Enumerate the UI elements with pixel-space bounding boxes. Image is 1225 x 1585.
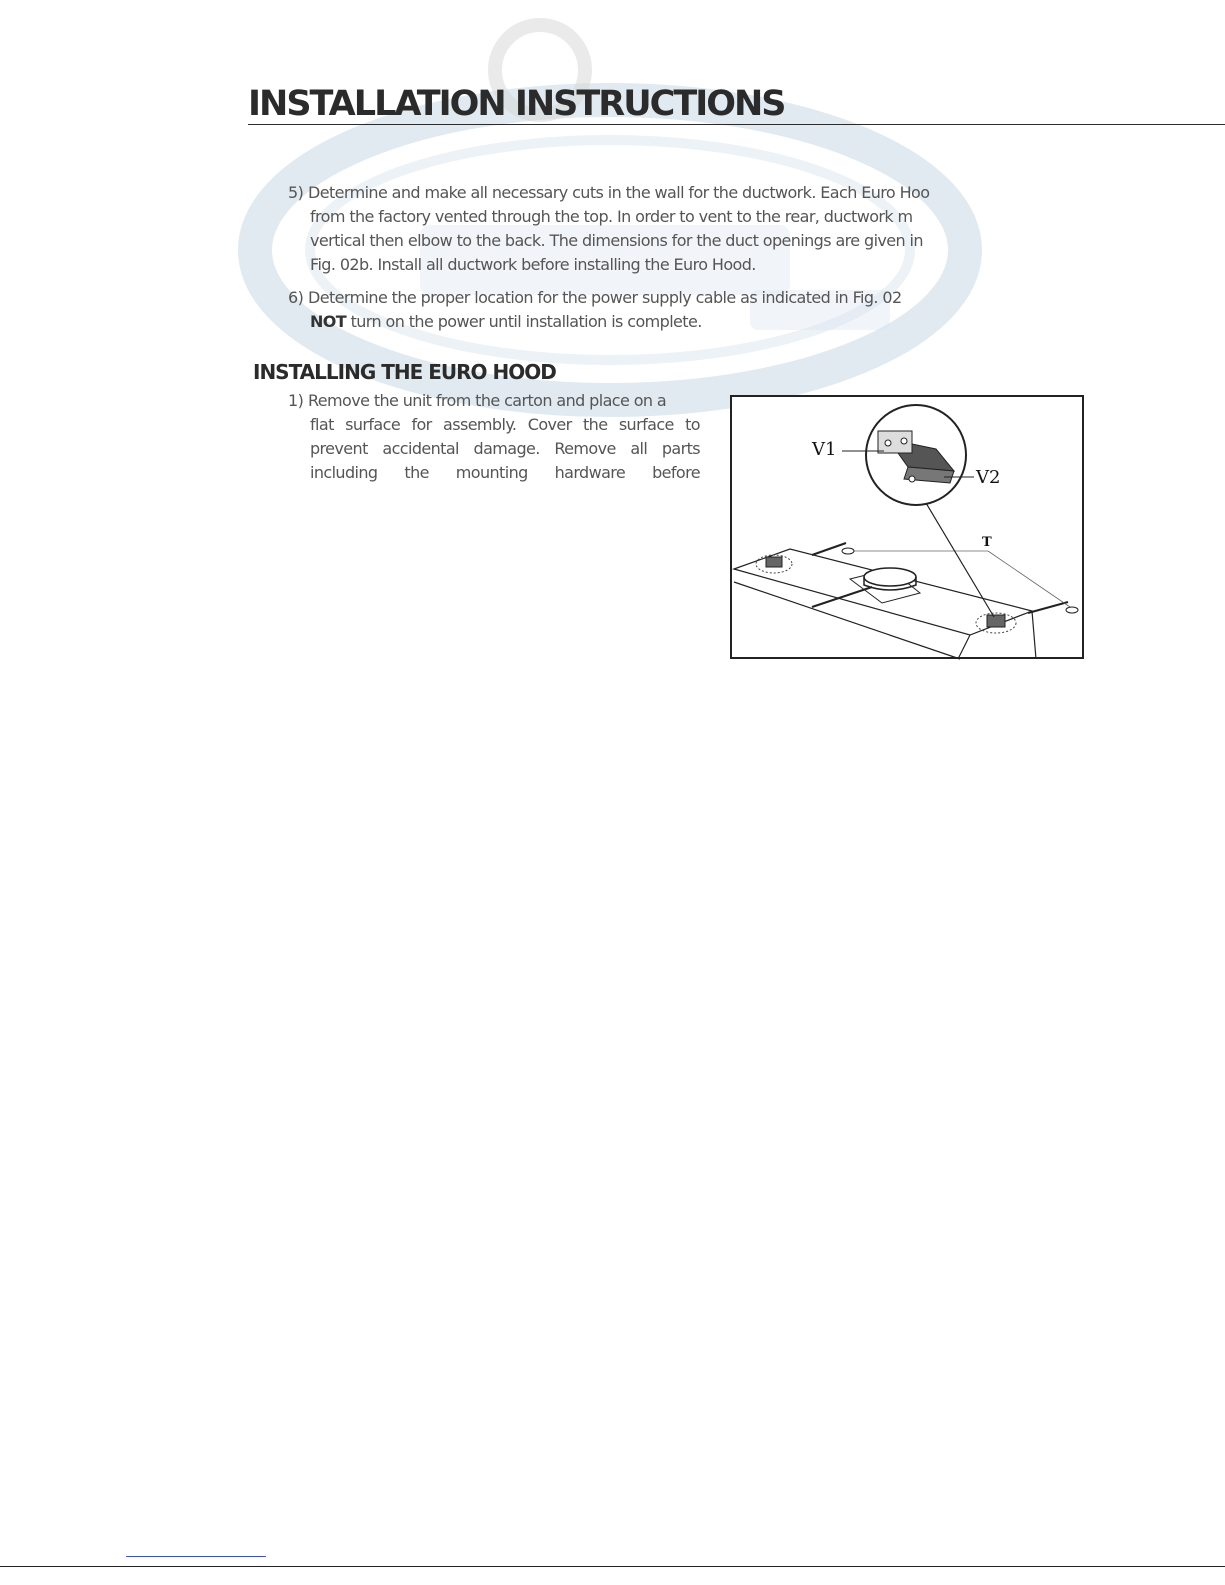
step-text-line: including the mounting hardware before: [310, 463, 700, 482]
step-number: 5): [288, 183, 304, 202]
title-underline: [248, 124, 1225, 125]
label-v2: V2: [976, 467, 1001, 488]
bracket-left: [756, 555, 792, 573]
step-text-line: prevent accidental damage. Remove all parts: [310, 439, 700, 458]
step-5: [288, 181, 988, 277]
step-number: 6): [288, 288, 304, 307]
step-text-line: from the factory vented through the top. In order to vent to the rear, ductwork m: [310, 207, 913, 226]
label-t: T: [982, 535, 992, 550]
step-text-line: Fig. 02b. Install all ductwork before installing the Euro Hood.: [310, 255, 756, 274]
hood-assembly-figure: [730, 395, 1084, 659]
step-text-line: Determine the proper location for the power supply cable as indicated in Fig. 02: [308, 288, 902, 307]
step-text-line: Determine and make all necessary cuts in the wall for the ductwork. Each Euro Hoo: [308, 183, 930, 202]
footer-link[interactable]: [126, 1556, 266, 1557]
step-text-line: [310, 310, 702, 334]
step-6: [288, 286, 988, 334]
label-v1: V1: [812, 439, 837, 460]
hood-diagram: [732, 397, 1086, 661]
step-number: 1): [288, 391, 304, 410]
step-text-line: Remove the unit from the carton and place on a: [308, 391, 667, 410]
section-heading: INSTALLING THE EURO HOOD: [253, 360, 556, 384]
install-step-1: [288, 389, 700, 485]
footer-rule: [0, 1566, 1225, 1567]
emphasis-not: NOT: [310, 312, 347, 331]
step-text-rest: turn on the power until installation is complete.: [346, 312, 702, 331]
step-text-line: flat surface for assembly. Cover the surface to: [310, 415, 700, 434]
page-title: INSTALLATION INSTRUCTIONS: [248, 84, 785, 124]
step-text-line: vertical then elbow to the back. The dimensions for the duct openings are given in: [310, 231, 923, 250]
